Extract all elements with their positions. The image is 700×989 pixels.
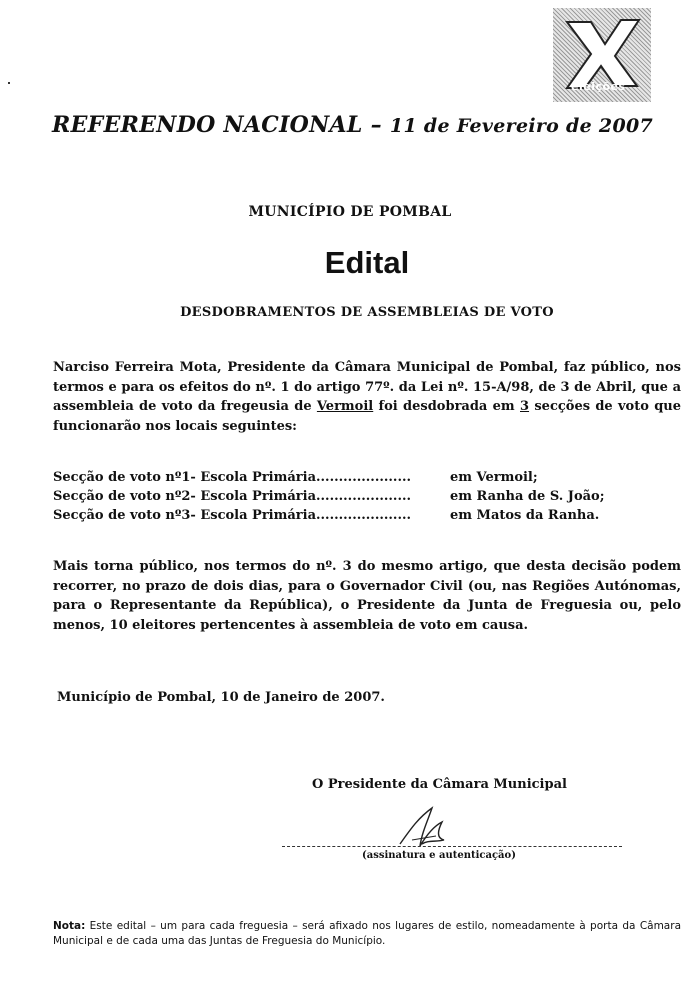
section-place: em Vermoil; [450,470,538,485]
municipality-heading: MUNICÍPIO DE POMBAL [248,204,452,220]
intro-text-3: secções de voto que funcionarão nos locais seguintes: [53,399,682,434]
title-main: REFERENDO NACIONAL [52,112,363,138]
title-date: 11 de Fevereiro de 2007 [389,115,654,137]
signature-caption: (assinatura e autenticação) [362,850,516,861]
section-row [53,487,605,506]
section-label: Secção de voto nº3- Escola Primária..................... [53,508,412,523]
appeal-paragraph: Mais torna público, nos termos do nº. 3 do mesmo artigo, que desta decisão podem recorrer, no prazo de dois dias, para o Governador Civil (ou, nas Regiões Autónomas, para o Representante da República), o Presidente da Junta de Freguesia ou, pelo menos, 10 eleitores pertencentes à assembleia de voto em causa. [53,559,681,633]
section-label: Secção de voto nº1- Escola Primária..................... [53,470,412,485]
document-subtitle: DESDOBRAMENTOS DE ASSEMBLEIAS DE VOTO [180,305,554,320]
page-title [52,112,653,138]
section-place: em Ranha de S. João; [450,489,605,504]
place-and-date: Município de Pombal, 10 de Janeiro de 2007. [57,690,385,705]
document-title: Edital [324,245,410,280]
section-place: em Matos da Ranha. [450,508,600,523]
section-row [53,506,600,525]
signatory-role: O Presidente da Câmara Municipal [312,777,567,792]
intro-paragraph [53,358,681,436]
intro-text-2: foi desdobrada em [373,399,520,414]
handwritten-signature [392,800,462,850]
scan-speck [8,82,10,84]
footnote [53,919,681,949]
section-count: 3 [520,399,530,414]
footnote-text: Este edital – um para cada freguesia – será afixado nos lugares de estilo, nomeadamente à porta da Câmara Municipal e de cada uma das Juntas de Freguesia do Município. [53,920,681,947]
intro-text-1: Narciso Ferreira Mota, Presidente da Câmara Municipal de Pombal, faz público, nos termos e para os efeitos do nº. 1 do artigo 77º. da Lei nº. 15-A/98, de 3 de Abril, que a assembleia de voto da fregeusia de [53,360,681,414]
parish-name: Vermoil [316,399,374,414]
title-separator: – [362,112,390,138]
elections-logo [553,8,651,102]
section-row [53,468,538,487]
logo-text: eleições [571,80,626,93]
section-label: Secção de voto nº2- Escola Primária..................... [53,489,412,504]
signature-line [282,846,622,847]
footnote-label: Nota: [53,920,86,932]
